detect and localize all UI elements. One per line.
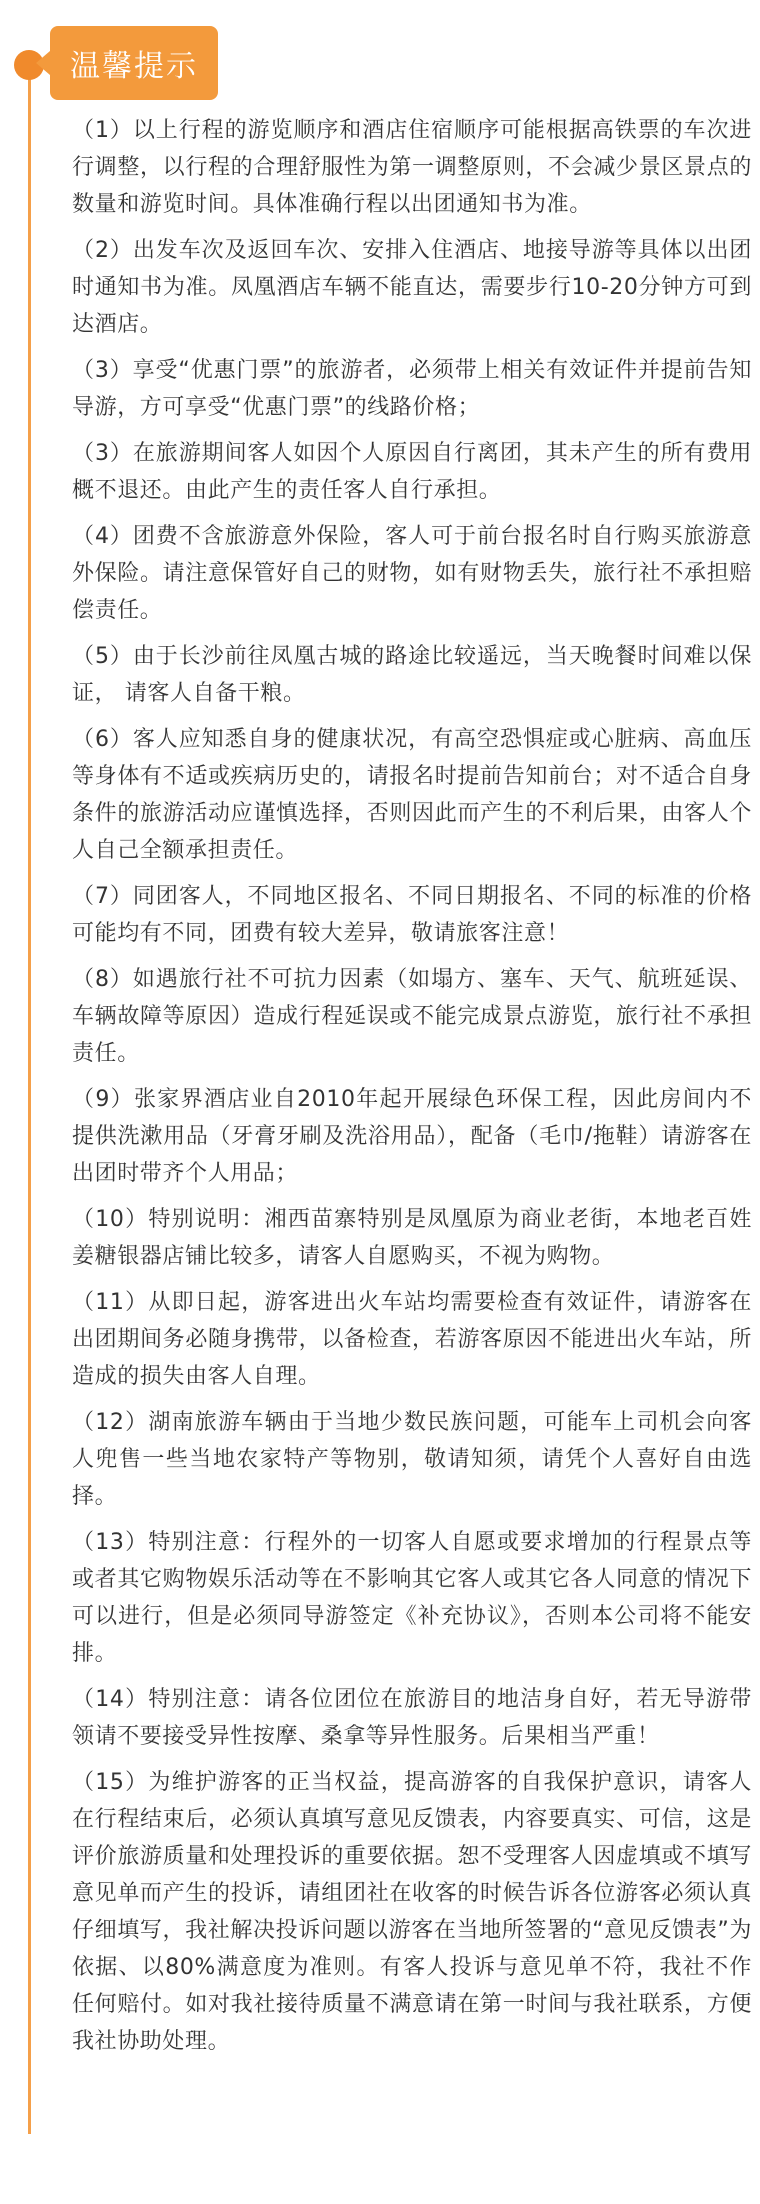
timeline-line — [28, 64, 31, 2134]
section-title: 温馨提示 — [70, 49, 198, 84]
notes-list — [72, 112, 752, 2069]
note-item: （11）从即日起，游客进出火车站均需要检查有效证件，请游客在出团期间务必随身携带，以备检查，若游客原因不能进出火车站，所造成的损失由客人自理。 — [72, 1290, 752, 1389]
note-item: （15）为维护游客的正当权益，提高游客的自我保护意识，请客人在行程结束后，必须认真填写意见反馈表，内容要真实、可信，这是评价旅游质量和处理投诉的重要依据。恕不受理客人因虚填或不填写意见单而产生的投诉，请组团社在收客的时候告诉各位游客必须认真仔细填写，我社解决投诉问题以游客在当地所签署的“意见反馈表”为依据、以80%满意度为准则。有客人投诉与意见单不符，我社不作任何赔付。如对我社接待质量不满意请在第一时间与我社联系，方便我社协助处理。 — [72, 1770, 752, 2054]
note-item: （9）张家界酒店业自2010年起开展绿色环保工程，因此房间内不提供洗漱用品（牙膏牙刷及洗浴用品），配备（毛巾/拖鞋）请游客在出团时带齐个人用品； — [72, 1087, 752, 1186]
note-item: （8）如遇旅行社不可抗力因素（如塌方、塞车、天气、航班延误、车辆故障等原因）造成行程延误或不能完成景点游览，旅行社不承担责任。 — [72, 967, 752, 1066]
note-item: （12）湖南旅游车辆由于当地少数民族问题，可能车上司机会向客人兜售一些当地农家特产等物别，敬请知须，请凭个人喜好自由选择。 — [72, 1410, 752, 1509]
note-item: （6）客人应知悉自身的健康状况，有高空恐惧症或心脏病、高血压等身体有不适或疾病历史的，请报名时提前告知前台；对不适合自身条件的旅游活动应谨慎选择，否则因此而产生的不利后果，由客人个人自己全额承担责任。 — [72, 727, 752, 863]
note-item: （5）由于长沙前往凤凰古城的路途比较遥远，当天晚餐时间难以保证， 请客人自备干粮。 — [72, 644, 752, 706]
note-item: （10）特别说明：湘西苗寨特别是凤凰原为商业老街，本地老百姓姜糖银器店铺比较多，请客人自愿购买，不视为购物。 — [72, 1207, 752, 1269]
note-item: （3）在旅游期间客人如因个人原因自行离团，其未产生的所有费用概不退还。由此产生的责任客人自行承担。 — [72, 441, 752, 503]
note-item: （4）团费不含旅游意外保险，客人可于前台报名时自行购买旅游意外保险。请注意保管好自己的财物，如有财物丢失，旅行社不承担赔偿责任。 — [72, 524, 752, 623]
note-item: （1）以上行程的游览顺序和酒店住宿顺序可能根据高铁票的车次进行调整，以行程的合理舒服性为第一调整原则，不会减少景区景点的数量和游览时间。具体准确行程以出团通知书为准。 — [72, 118, 752, 217]
note-item: （13）特别注意：行程外的一切客人自愿或要求增加的行程景点等或者其它购物娱乐活动等在不影响其它客人或其它各人同意的情况下可以进行，但是必须同导游签定《补充协议》，否则本公司将不能安排。 — [72, 1530, 752, 1666]
note-item: （7）同团客人，不同地区报名、不同日期报名、不同的标准的价格可能均有不同，团费有较大差异，敬请旅客注意！ — [72, 884, 752, 946]
note-item: （14）特别注意：请各位团位在旅游目的地洁身自好，若无导游带领请不要接受异性按摩、桑拿等异性服务。后果相当严重！ — [72, 1687, 752, 1749]
note-item: （3）享受“优惠门票”的旅游者，必须带上相关有效证件并提前告知导游，方可享受“优惠门票”的线路价格； — [72, 358, 752, 420]
section-title-tag — [50, 26, 218, 100]
note-item: （2）出发车次及返回车次、安排入住酒店、地接导游等具体以出团时通知书为准。凤凰酒店车辆不能直达，需要步行10-20分钟方可到达酒店。 — [72, 238, 752, 337]
